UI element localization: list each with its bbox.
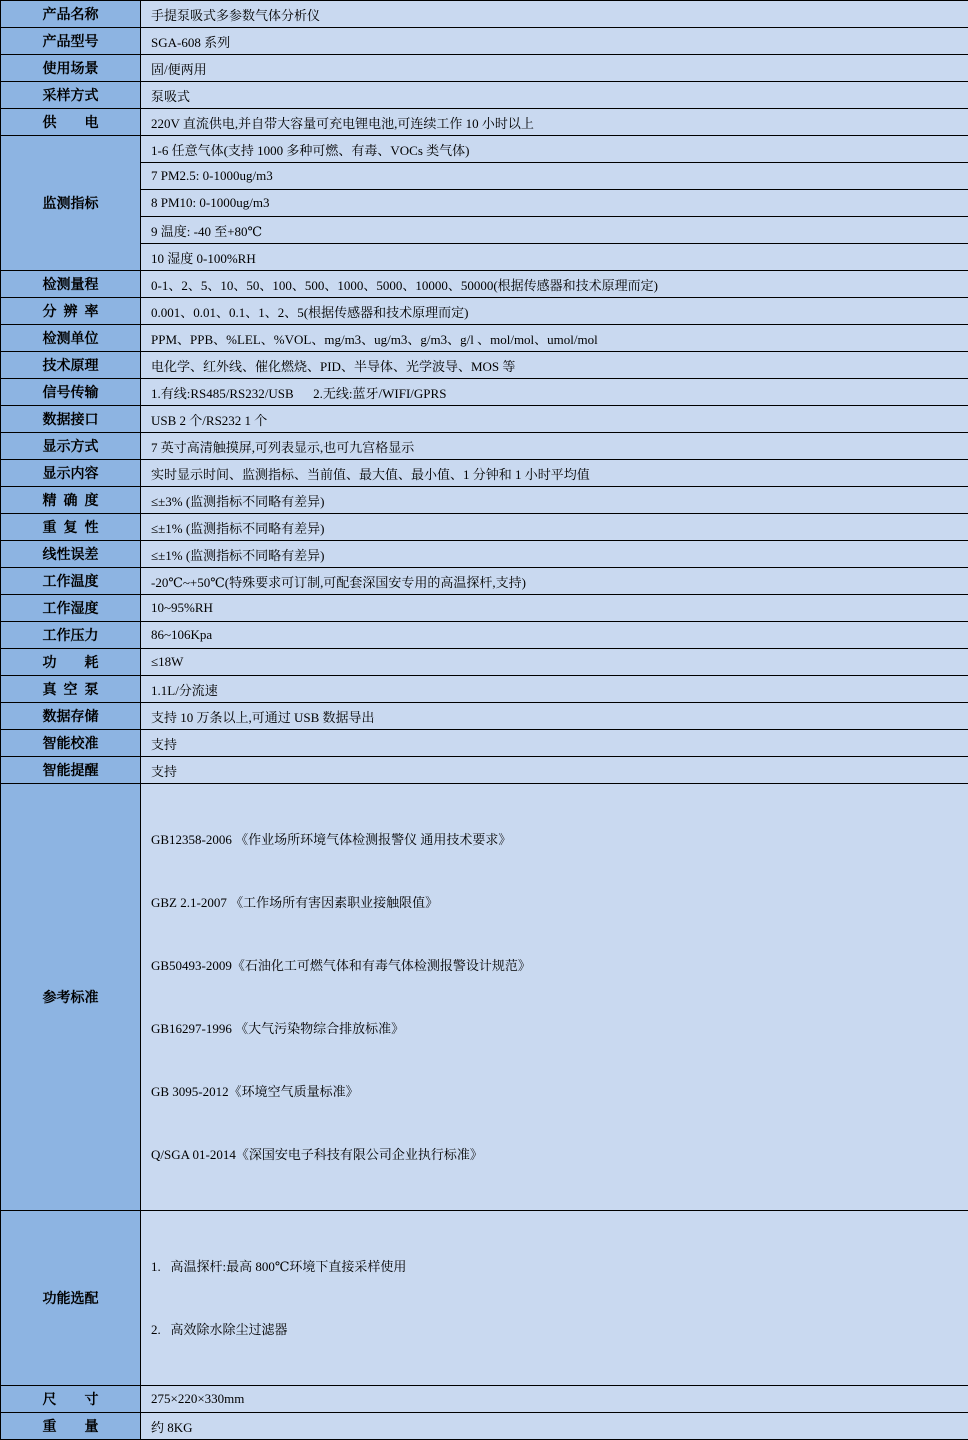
spec-label: [1, 541, 141, 568]
spec-label: [1, 82, 141, 109]
spec-value: 手提泵吸式多参数气体分析仪: [141, 1, 968, 28]
spec-value: [141, 1211, 968, 1386]
spec-row-working-pressure: [1, 622, 968, 649]
spec-value: 10~95%RH: [141, 595, 968, 622]
spec-row-sampling: [1, 82, 968, 109]
spec-label: [1, 730, 141, 757]
spec-value: 支持 10 万条以上,可通过 USB 数据导出: [141, 703, 968, 730]
spec-row-monitor-temperature: [1, 217, 968, 244]
spec-label: [1, 1386, 141, 1413]
standard-line: GB12358-2006 《作业场所环境气体检测报警仪 通用技术要求》: [151, 829, 960, 850]
spec-label-text: 检测量程: [43, 274, 99, 294]
spec-label-text: 智能校准: [43, 733, 99, 753]
spec-value: SGA-608 系列: [141, 28, 968, 55]
spec-value: 8 PM10: 0-1000ug/m3: [141, 190, 968, 217]
spec-label: [1, 136, 141, 271]
spec-label-text: 数据存储: [43, 706, 99, 726]
spec-value: 1.1L/分流速: [141, 676, 968, 703]
spec-label-text: 工作压力: [43, 625, 99, 645]
spec-value: 220V 直流供电,并自带大容量可充电锂电池,可连续工作 10 小时以上: [141, 109, 968, 136]
spec-label-text: 供电: [43, 112, 99, 132]
spec-label-text: 尺寸: [43, 1389, 99, 1409]
spec-label: [1, 1211, 141, 1386]
spec-row-display-content: [1, 460, 968, 487]
standard-line: GB16297-1996 《大气污染物综合排放标准》: [151, 1018, 960, 1039]
standard-line: GB50493-2009《石油化工可燃气体和有毒气体检测报警设计规范》: [151, 955, 960, 976]
spec-row-product-name: [1, 1, 968, 28]
spec-label: [1, 622, 141, 649]
spec-value: 约 8KG: [141, 1413, 968, 1440]
spec-label-text: 信号传输: [43, 382, 99, 402]
spec-value: -20℃~+50℃(特殊要求可订制,可配套深国安专用的高温探杆,支持): [141, 568, 968, 595]
spec-label: [1, 55, 141, 82]
spec-value: 1.有线:RS485/RS232/USB 2.无线:蓝牙/WIFI/GPRS: [141, 379, 968, 406]
spec-value: 86~106Kpa: [141, 622, 968, 649]
spec-label-text: 功能选配: [43, 1288, 99, 1308]
spec-row-weight: [1, 1413, 968, 1440]
spec-label: [1, 676, 141, 703]
spec-label-text: 监测指标: [43, 193, 99, 213]
spec-label: [1, 406, 141, 433]
spec-label-text: 工作湿度: [43, 598, 99, 618]
option-line: 1. 高温探杆:最高 800℃环境下直接采样使用: [151, 1256, 960, 1277]
option-line: 2. 高效除水除尘过滤器: [151, 1319, 960, 1340]
spec-value: USB 2 个/RS232 1 个: [141, 406, 968, 433]
spec-row-usage-scene: [1, 55, 968, 82]
spec-row-linearity-error: [1, 541, 968, 568]
spec-row-power: [1, 109, 968, 136]
spec-label-text: 参考标准: [43, 987, 99, 1007]
spec-label-text: 产品名称: [43, 4, 99, 24]
spec-value: ≤18W: [141, 649, 968, 676]
spec-label: [1, 325, 141, 352]
spec-row-data-interface: [1, 406, 968, 433]
spec-value: ≤±1% (监测指标不同略有差异): [141, 514, 968, 541]
spec-label-text: 重量: [43, 1416, 99, 1436]
spec-label: [1, 703, 141, 730]
spec-row-model: [1, 28, 968, 55]
spec-value: 实时显示时间、监测指标、当前值、最大值、最小值、1 分钟和 1 小时平均值: [141, 460, 968, 487]
spec-label-text: 数据接口: [43, 409, 99, 429]
spec-label: [1, 568, 141, 595]
spec-label-text: 重复性: [43, 517, 99, 537]
spec-row-dimensions: [1, 1386, 968, 1413]
spec-value: 0-1、2、5、10、50、100、500、1000、5000、10000、50000(根据传感器和技术原理而定): [141, 271, 968, 298]
spec-row-units: [1, 325, 968, 352]
spec-value: 275×220×330mm: [141, 1386, 968, 1413]
standard-line: Q/SGA 01-2014《深国安电子科技有限公司企业执行标准》: [151, 1144, 960, 1165]
spec-row-reference-standards: [1, 784, 968, 1211]
spec-label-text: 工作温度: [43, 571, 99, 591]
spec-label: [1, 109, 141, 136]
spec-row-display-mode: [1, 433, 968, 460]
spec-label: [1, 757, 141, 784]
spec-label: [1, 433, 141, 460]
spec-row-monitor-indicators: [1, 136, 968, 163]
spec-row-smart-reminder: [1, 757, 968, 784]
spec-row-detection-range: [1, 271, 968, 298]
spec-row-power-consumption: [1, 649, 968, 676]
spec-row-working-temperature: [1, 568, 968, 595]
spec-value: 9 温度: -40 至+80℃: [141, 217, 968, 244]
standard-line: GBZ 2.1-2007 《工作场所有害因素职业接触限值》: [151, 892, 960, 913]
spec-label: [1, 784, 141, 1211]
spec-row-vacuum-pump: [1, 676, 968, 703]
spec-value: 10 湿度 0-100%RH: [141, 244, 968, 271]
spec-value: ≤±1% (监测指标不同略有差异): [141, 541, 968, 568]
spec-label-text: 线性误差: [43, 544, 99, 564]
spec-value: 0.001、0.01、0.1、1、2、5(根据传感器和技术原理而定): [141, 298, 968, 325]
spec-label-text: 使用场景: [43, 58, 99, 78]
spec-label-text: 真空泵: [43, 679, 99, 699]
spec-label: [1, 487, 141, 514]
spec-label-text: 显示内容: [43, 463, 99, 483]
standard-line: GB 3095-2012《环境空气质量标准》: [151, 1081, 960, 1102]
spec-label-text: 显示方式: [43, 436, 99, 456]
spec-row-smart-calibration: [1, 730, 968, 757]
spec-value: 支持: [141, 730, 968, 757]
spec-value: 固/便两用: [141, 55, 968, 82]
spec-row-optional-features: [1, 1211, 968, 1386]
spec-label: [1, 514, 141, 541]
spec-label-text: 智能提醒: [43, 760, 99, 780]
spec-row-accuracy: [1, 487, 968, 514]
spec-label-text: 功耗: [43, 652, 99, 672]
spec-row-monitor-pm25: [1, 163, 968, 190]
spec-label-text: 采样方式: [43, 85, 99, 105]
spec-value: 1-6 任意气体(支持 1000 多种可燃、有毒、VOCs 类气体): [141, 136, 968, 163]
spec-label: [1, 379, 141, 406]
spec-label: [1, 595, 141, 622]
spec-value: ≤±3% (监测指标不同略有差异): [141, 487, 968, 514]
spec-value: 7 PM2.5: 0-1000ug/m3: [141, 163, 968, 190]
spec-row-working-humidity: [1, 595, 968, 622]
spec-label: [1, 298, 141, 325]
spec-label-text: 精确度: [43, 490, 99, 510]
spec-value: PPM、PPB、%LEL、%VOL、mg/m3、ug/m3、g/m3、g/l 、mol/mol、umol/mol: [141, 325, 968, 352]
spec-row-monitor-pm10: [1, 190, 968, 217]
spec-row-data-storage: [1, 703, 968, 730]
spec-label: [1, 271, 141, 298]
spec-label: [1, 1413, 141, 1440]
spec-label-text: 产品型号: [43, 31, 99, 51]
spec-value: 泵吸式: [141, 82, 968, 109]
spec-row-repeatability: [1, 514, 968, 541]
spec-label: [1, 28, 141, 55]
spec-label: [1, 649, 141, 676]
spec-label: [1, 1, 141, 28]
spec-value: 7 英寸高清触摸屏,可列表显示,也可九宫格显示: [141, 433, 968, 460]
spec-value: 支持: [141, 757, 968, 784]
spec-value: [141, 784, 968, 1211]
spec-label: [1, 352, 141, 379]
spec-label-text: 检测单位: [43, 328, 99, 348]
spec-value: 电化学、红外线、催化燃烧、PID、半导体、光学波导、MOS 等: [141, 352, 968, 379]
spec-row-technology: [1, 352, 968, 379]
spec-label-text: 分辨率: [43, 301, 99, 321]
spec-label: [1, 460, 141, 487]
spec-row-resolution: [1, 298, 968, 325]
spec-label-text: 技术原理: [43, 355, 99, 375]
spec-row-signal-transmission: [1, 379, 968, 406]
spec-row-monitor-humidity: [1, 244, 968, 271]
